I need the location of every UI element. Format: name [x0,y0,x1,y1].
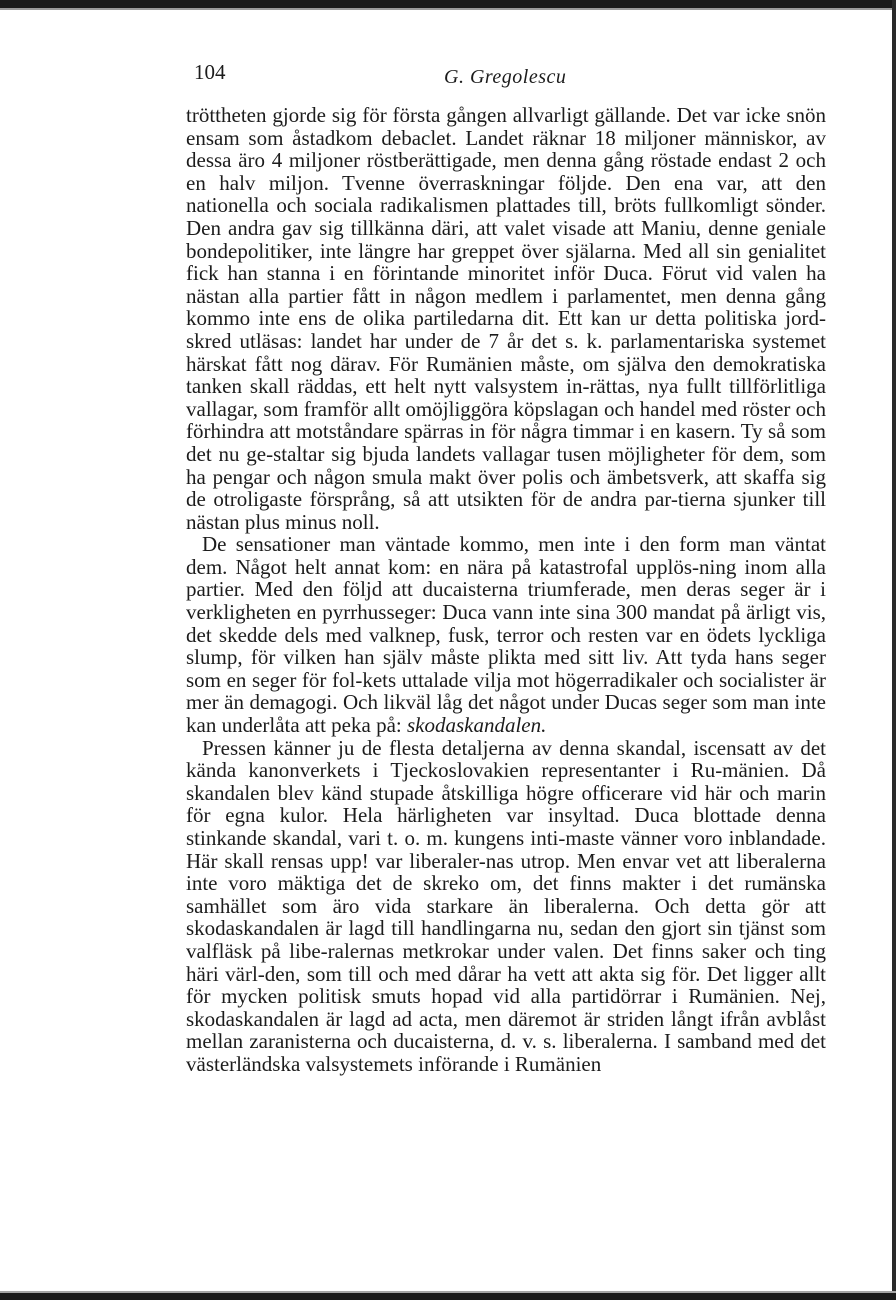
scan-edge-bottom [0,1293,896,1300]
paragraph-2-text: De sensationer man väntade kommo, men inte i den form man väntat dem. Något helt annat kom: en nära på katastrofal upplös-ning inom alla partier. Med den följd att ducaisterna triumferade, men deras seger är i verkligheten en pyrrhusseger: Duca vann inte sina 300 mandat på ärligt vis, det skedde dels med valknep, fusk, terror och resten var en ödets lyckliga slump, för vilken han själv måste plikta med sitt liv. Att tyda hans seger som en seger för fol-kets uttalade vilja mot högerradikaler och socialister är mer än demagogi. Och likväl låg det något under Ducas seger som man inte kan underlåta att peka på: [186,532,826,738]
scan-edge-top-shadow [0,8,896,10]
scan-edge-top [0,0,896,8]
body-text [186,104,826,1076]
paragraph-3 [186,737,826,1076]
scan-edge-right [892,0,896,1300]
paragraph-1-text: tröttheten gjorde sig för första gången allvarligt gällande. Det var icke snön ensam som åstadkom debaclet. Landet räknar 18 miljoner människor, av dessa äro 4 miljoner röstberättigade, men denna gång röstade endast 2 och en halv miljon. Tvenne överraskningar följde. Den ena var, att den nationella och sociala radikalismen plattades till, bröts fullkomligt sönder. Den andra gav sig tillkänna däri, att valet visade att Maniu, denne geniale bondepolitiker, inte längre har greppet över själarna. Med all sin genialitet fick han stanna i en förintande minoritet inför Duca. Förut vid valen ha nästan alla partier fått in någon medlem i parlamentet, men denna gång kommo inte ens de olika partiledarna dit. Ett kan ur detta politiska jord-skred utläsas: landet har under de 7 år det s. k. parlamentariska systemet härskat fått nog därav. För Rumänien måste, om själva den demokratiska tanken skall räddas, ett helt nytt valsystem in-rättas, nya fullt tillförlitliga vallagar, som framför allt omöjliggöra köpslagan och handel med röster och förhindra att motståndare spärras in för några timmar i en kasern. Ty så som det nu ge-staltar sig bjuda landets vallagar tusen möjligheter för dem, som ha pengar och någon smula makt över polis och ämbetsverk, att skaffa sig de otroligaste försprång, så att utsikten för de andra par-tierna sjunker till nästan plus minus noll. [186,103,826,534]
paragraph-2 [186,533,826,736]
emphasis-skodaskandalen: skodaskandalen. [406,713,547,738]
page-header [190,56,826,96]
page-number: 104 [194,60,226,84]
running-head: G. Gregolescu [444,66,567,88]
paragraph-1 [186,104,826,533]
paragraph-3-text: Pressen känner ju de flesta detaljerna av denna skandal, iscensatt av det kända kanonverkets i Tjeckoslovakien representanter i Ru-mänien. Då skandalen blev känd stupade åtskilliga högre officerare vid här och marin för egna kulor. Hela härligheten var insyltad. Duca blottade denna stinkande skandal, vari t. o. m. kungens inti-maste vänner voro inblandade. Här skall rensas upp! var liberaler-nas utrop. Men envar vet att liberalerna inte voro mäktiga det de skreko om, det finns makter i det rumänska samhället som äro vida starkare än liberalerna. Och detta gör att skodaskandalen är lagd till handlingarna nu, sedan den gjort sin tjänst som valfläsk på libe-ralernas metkrokar under valen. Det finns saker och ting häri värl-den, som till och med dårar ha vett att akta sig för. Det ligger allt för mycken politisk smuts hopad vid alla partidörrar i Rumänien. Nej, skodaskandalen är lagd ad acta, men däremot är striden långt ifrån avblåst mellan zaranisterna och ducaisterna, d. v. s. liberalerna. I samband med det västerländska valsystemets införande i Rumänien [186,735,826,1076]
